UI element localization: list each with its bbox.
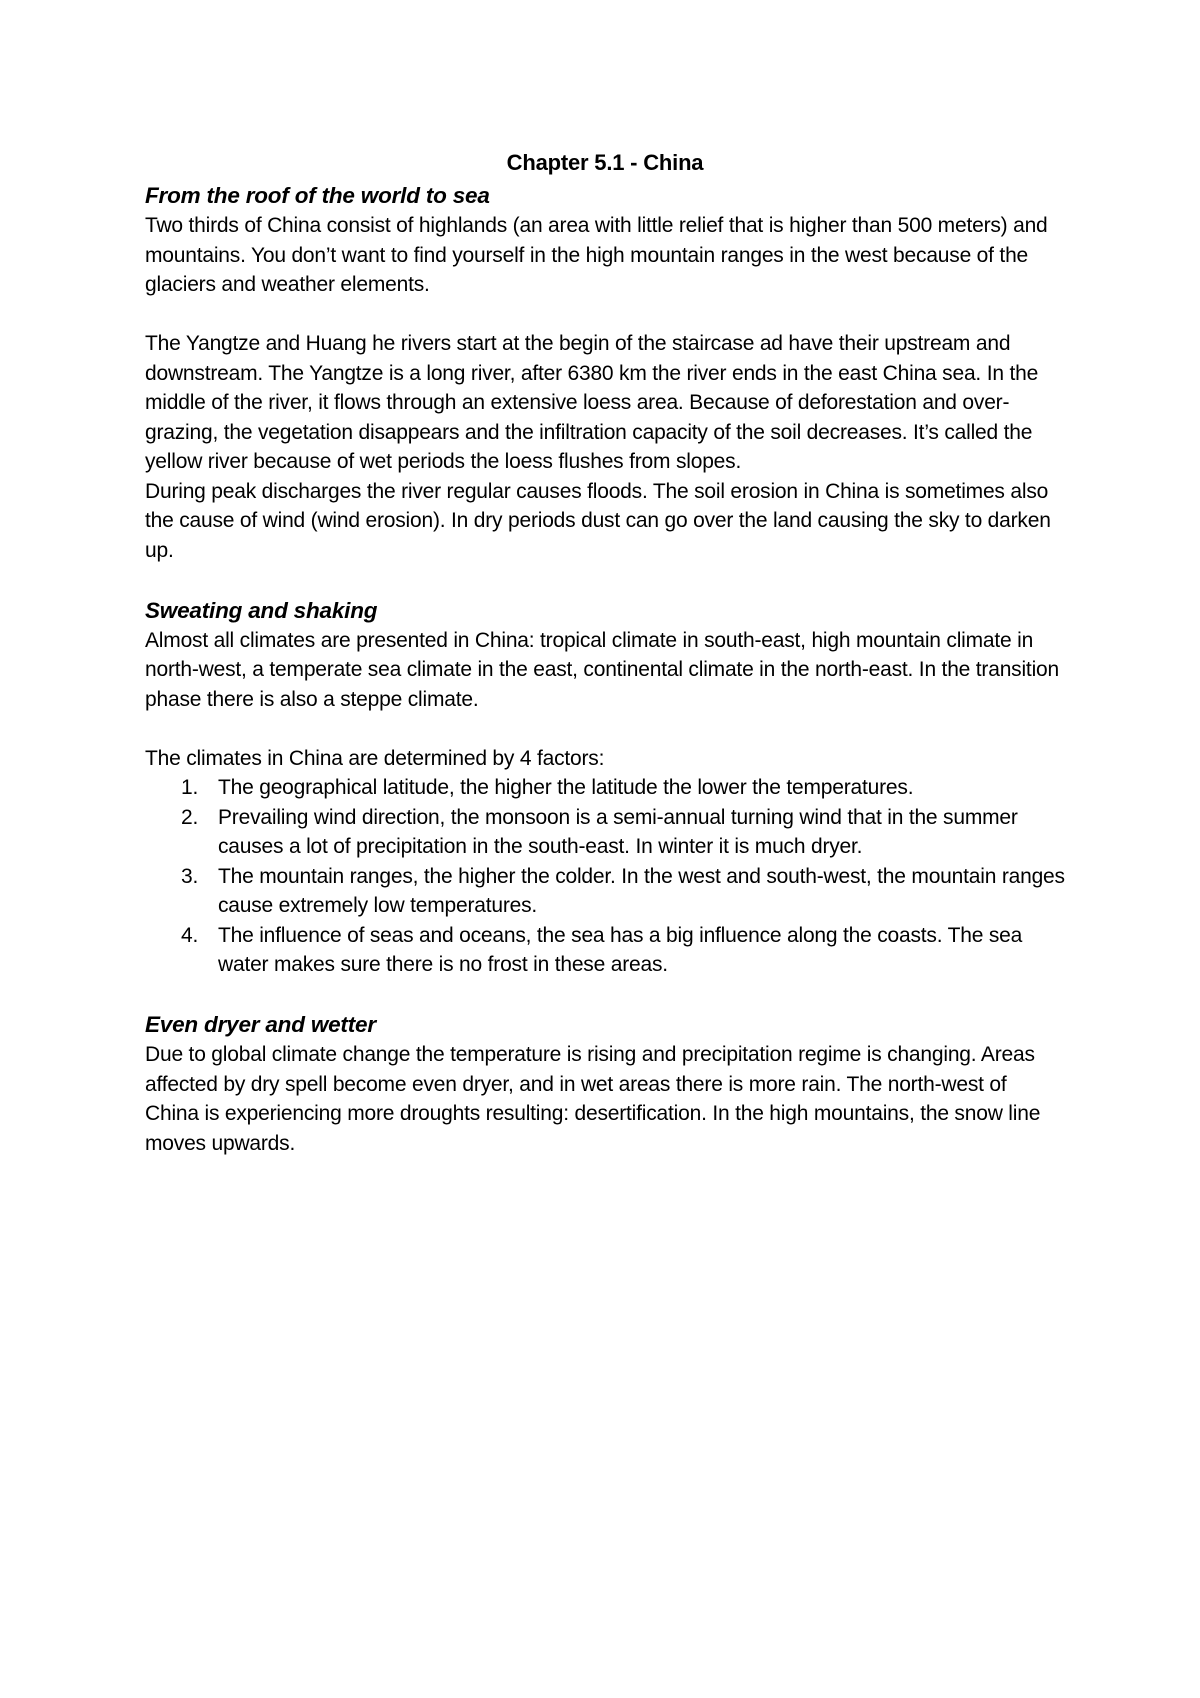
list-item — [145, 773, 1065, 803]
list-item-text: The mountain ranges, the higher the colder. In the west and south-west, the mountain ranges cause extremely low temperatures. — [218, 864, 1065, 917]
paragraph-climate-change: Due to global climate change the temperature is rising and precipitation regime is changing. Areas affected by dry spell become even dryer, and in wet areas there is more rain. The north-west of China is experiencing more droughts resulting: desertification. In the high mountains, the snow line moves upwards. — [145, 1043, 1041, 1155]
factors-list — [145, 773, 1065, 980]
list-item-number: 1. — [181, 776, 199, 799]
list-item — [145, 803, 1065, 862]
section-spacer — [145, 980, 1065, 1010]
list-item-number: 2. — [181, 805, 199, 829]
list-item-number: 3. — [181, 864, 199, 888]
section-heading-sweating-shaking: Sweating and shaking — [145, 597, 378, 623]
list-item — [145, 862, 1065, 921]
page-title: Chapter 5.1 - China — [506, 150, 704, 175]
list-item — [145, 921, 1065, 980]
paragraph-climates: Almost all climates are presented in China: tropical climate in south-east, high mountain climate in north-west, a temperate sea climate in the east, continental climate in the north-east. In the transition phase there is also a steppe climate. — [145, 628, 1059, 711]
section-heading-dryer-wetter: Even dryer and wetter — [145, 1012, 376, 1037]
list-item-number: 4. — [181, 923, 199, 947]
paragraph-rivers: The Yangtze and Huang he rivers start at the begin of the staircase ad have their upstream and downstream. The Yangtze is a long river, after 6380 km the river ends in the east China sea. In the middle of the river, it flows through an extensive loess area. Because of deforestation and over-grazing, the vegetation disappears and the infiltration capacity of the soil decreases. It’s called the yellow river because of wet periods the loess flushes from slopes. — [145, 332, 1039, 473]
paragraph-spacer — [145, 300, 1065, 330]
list-item-text: The geographical latitude, the higher the latitude the lower the temperatures. — [218, 776, 914, 799]
paragraph-floods: During peak discharges the river regular causes floods. The soil erosion in China is sometimes also the cause of wind (wind erosion). In dry periods dust can go over the land causing the sky to darken up. — [145, 479, 1051, 562]
paragraph-spacer — [145, 714, 1065, 744]
section-heading-roof-of-world: From the roof of the world to sea — [145, 183, 490, 208]
paragraph-highlands: Two thirds of China consist of highlands (an area with little relief that is higher than 500 meters) and mountains. You don’t want to find yourself in the high mountain ranges in the west because of the glaciers and weather elements. — [145, 214, 1048, 296]
list-item-text: The influence of seas and oceans, the sea has a big influence along the coasts. The sea water makes sure there is no frost in these areas. — [218, 923, 1023, 976]
paragraph-factors-intro: The climates in China are determined by 4 factors: — [145, 746, 605, 770]
list-item-text: Prevailing wind direction, the monsoon is a semi-annual turning wind that in the summer causes a lot of precipitation in the south-east. In winter it is much dryer. — [218, 805, 1018, 858]
section-spacer — [145, 565, 1065, 595]
document-page — [145, 148, 1065, 1158]
